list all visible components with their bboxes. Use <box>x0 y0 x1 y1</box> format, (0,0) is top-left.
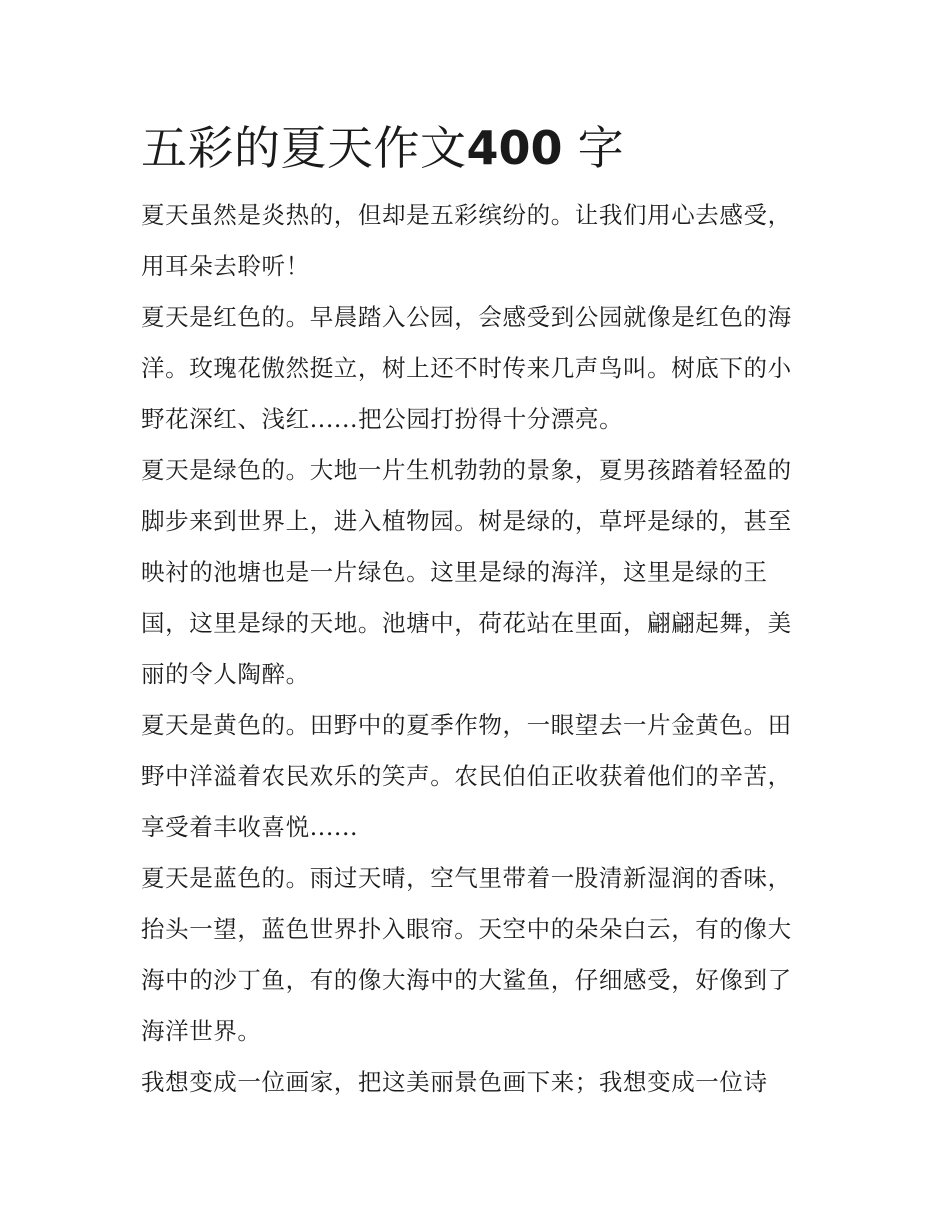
title-word-count: 400 <box>466 121 563 175</box>
paragraph-blue: 夏天是蓝色的。雨过天晴，空气里带着一股清新湿润的香味，抬头一望，蓝色世界扑入眼帘。天空中的朵朵白云，有的像大海中的沙丁鱼，有的像大海中的大鲨鱼，仔细感受，好像到了海洋世界。 <box>141 864 792 1045</box>
article-body <box>141 118 813 1108</box>
paragraph-wish: 我想变成一位画家，把这美丽景色画下来；我想变成一位诗 <box>141 1068 768 1096</box>
paragraph-intro: 夏天虽然是炎热的，但却是五彩缤纷的。让我们用心去感受，用耳朵去聆听！ <box>141 201 792 280</box>
title-suffix: 字 <box>577 121 625 175</box>
article-title <box>141 118 813 178</box>
title-text: 五彩的夏天作文 <box>141 121 467 175</box>
paragraph-red: 夏天是红色的。早晨踏入公园，会感受到公园就像是红色的海洋。玫瑰花傲然挺立，树上还不时传来几声鸟叫。树底下的小野花深红、浅红......把公园打扮得十分漂亮。 <box>141 303 792 433</box>
paragraph-green: 夏天是绿色的。大地一片生机勃勃的景象，夏男孩踏着轻盈的脚步来到世界上，进入植物园。树是绿的，草坪是绿的，甚至映衬的池塘也是一片绿色。这里是绿的海洋，这里是绿的王国，这里是绿的天地。池塘中，荷花站在里面，翩翩起舞，美丽的令人陶醉。 <box>141 456 792 688</box>
paragraph-yellow: 夏天是黄色的。田野中的夏季作物，一眼望去一片金黄色。田野中洋溢着农民欢乐的笑声。农民伯伯正收获着他们的辛苦，享受着丰收喜悦...... <box>141 711 792 841</box>
